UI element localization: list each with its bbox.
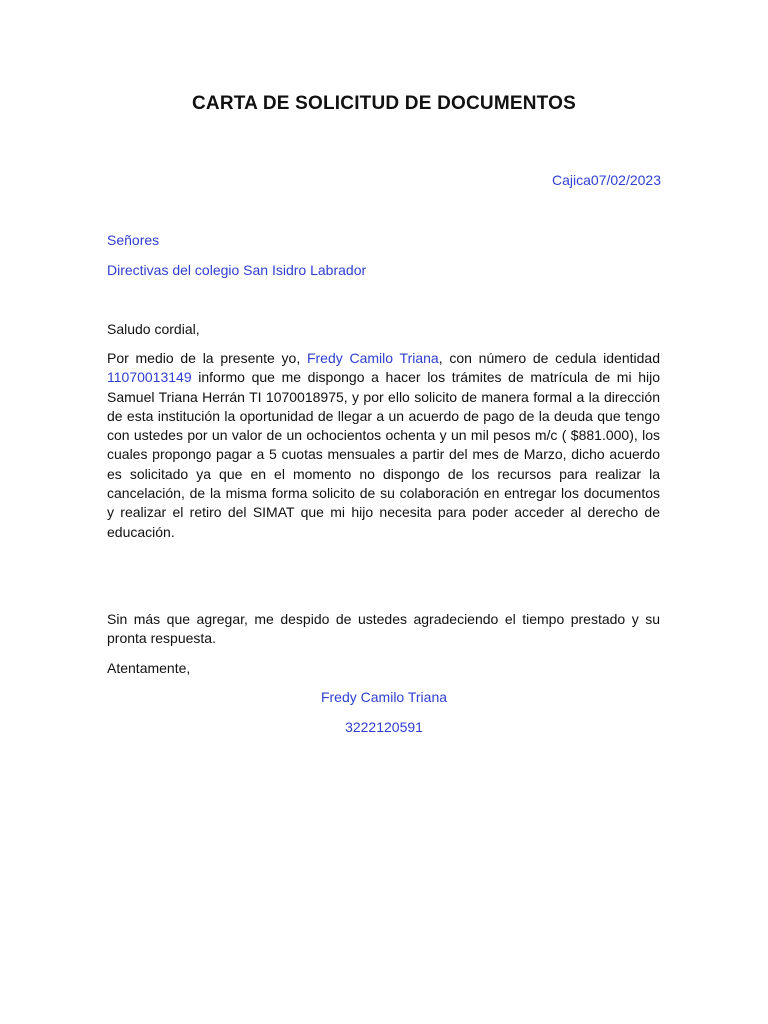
signoff: Atentamente, <box>107 660 191 676</box>
sender-name: Fredy Camilo Triana <box>306 350 439 366</box>
body-text-id-label: , con número de cedula identidad <box>438 350 660 366</box>
signature-phone: 3222120591 <box>345 719 423 735</box>
body-paragraph <box>107 349 660 542</box>
document-title: CARTA DE SOLICITUD DE DOCUMENTOS <box>192 93 576 114</box>
closing-paragraph: Sin más que agregar, me despido de ustedes agradeciendo el tiempo prestado y su pronta respuesta. <box>107 611 660 647</box>
id-number: 11070013149 <box>107 369 192 386</box>
recipient-institution: Directivas del colegio San Isidro Labrador <box>107 262 367 278</box>
letter-date: Cajica07/02/2023 <box>552 172 661 188</box>
greeting: Saludo cordial, <box>107 321 200 337</box>
body-text-main: informo que me dispongo a hacer los trámites de matrícula de mi hijo Samuel Triana Herrán TI 1070018975, y por ello solicito de manera formal a la dirección de esta institución la oportunidad de llegar a un acuerdo de pago de la deuda que tengo con ustedes por un valor de un ochocientos ochenta y un mil pesos m/c ( $881.000), los cuales propongo pagar a 5 cuotas mensuales a partir del mes de Marzo, dicho acuerdo es solicitado ya que en el momento no dispongo de los recursos para realizar la cancelación, de la misma forma solicito de su colaboración en entregar los documentos y realizar el retiro del SIMAT que mi hijo necesita para poder acceder al derecho de educación. <box>107 369 660 540</box>
signature-name: Fredy Camilo Triana <box>320 689 448 705</box>
recipient-salutation: Señores <box>107 232 160 248</box>
body-text-intro: Por medio de la presente yo, <box>107 350 307 366</box>
